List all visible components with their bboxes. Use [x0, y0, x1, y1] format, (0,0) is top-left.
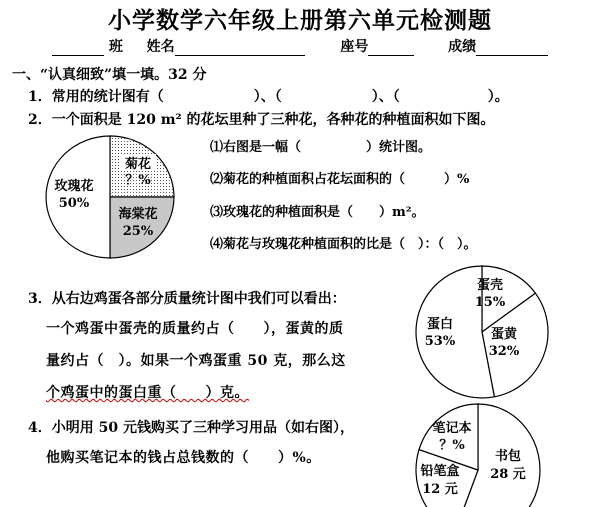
label-rose-name: 玫瑰花 — [54, 179, 94, 194]
student-info-line — [52, 36, 548, 56]
label-chrysanthemum-name: 菊花 — [124, 157, 152, 172]
question-4 — [28, 417, 354, 437]
q1-number: 1． — [28, 89, 52, 105]
q4-line-2: 他购买笔记本的钱占总钱数的（ ）%。 — [46, 450, 321, 466]
label-schoolbag-value: 28 元 — [490, 467, 526, 482]
supplies-pie-chart — [402, 398, 562, 507]
label-shell-name: 蛋壳 — [476, 278, 504, 293]
label-pencil-case-name: 铅笔盒 — [420, 464, 460, 479]
q4-text: 小明用 50 元钱购买了三种学习用品（如右图）， — [51, 420, 354, 436]
score-label: 成绩 — [448, 39, 477, 55]
seat-label: 座号 — [340, 39, 369, 55]
q1-end: ）。 — [487, 89, 509, 105]
question-1 — [28, 86, 509, 106]
q3-line-3-text: 个鸡蛋中的蛋白重（ ）克。 — [46, 385, 249, 401]
q3-text: 从右边鸡蛋各部分质量统计图中我们可以看出： — [51, 291, 346, 307]
q3-line-3 — [46, 382, 249, 402]
question-2 — [28, 109, 495, 129]
q3-line-1: 一个鸡蛋中蛋壳的质量约占（ ），蛋黄的质 — [46, 321, 344, 337]
class-blank[interactable] — [52, 41, 104, 56]
score-blank[interactable] — [476, 41, 548, 56]
label-pencil-case-value: 12 元 — [422, 482, 458, 497]
q1-text: 常用的统计图有（ — [51, 89, 164, 105]
q3-number: 3． — [28, 291, 52, 307]
label-yolk-value: 32% — [488, 344, 520, 359]
q1-sep-1: ）、（ — [253, 89, 282, 105]
question-3 — [28, 288, 346, 308]
label-begonia-name: 海棠花 — [118, 207, 158, 222]
name-blank[interactable] — [175, 41, 305, 56]
flower-pie-chart — [40, 132, 180, 262]
label-begonia-value: 25% — [122, 224, 154, 239]
label-notebook-value: ？% — [439, 438, 465, 453]
q2-sub-2: ⑵菊花的种植面积占花坛面积的（ ）% — [210, 172, 470, 187]
label-schoolbag-name: 书包 — [494, 449, 522, 464]
q2-sub-3: ⑶玫瑰花的种植面积是（ ）m²。 — [210, 205, 425, 220]
q1-sep-2: ）、（ — [371, 89, 400, 105]
q2-sub-4: ⑷菊花与玫瑰花种植面积的比是（ ）：（ ）。 — [210, 237, 477, 252]
label-notebook-name: 笔记本 — [432, 421, 472, 436]
q2-sub-1: ⑴右图是一幅（ ）统计图。 — [210, 140, 432, 155]
class-label: 班 — [108, 39, 123, 55]
name-label: 姓名 — [146, 39, 175, 55]
q2-number: 2． — [28, 112, 52, 128]
q4-number: 4． — [28, 420, 52, 436]
label-yolk-name: 蛋黄 — [490, 327, 518, 342]
label-white-name: 蛋白 — [426, 317, 454, 332]
seat-blank[interactable] — [368, 41, 414, 56]
label-chrysanthemum-value: ？% — [125, 173, 151, 188]
q3-line-2: 量约占（ ）。如果一个鸡蛋重 50 克，那么这 — [46, 353, 346, 369]
label-rose-value: 50% — [58, 196, 90, 211]
label-shell-value: 15% — [474, 295, 506, 310]
page-title: 小学数学六年级上册第六单元检测题 — [108, 7, 492, 34]
egg-pie-chart — [402, 262, 562, 402]
q2-text: 一个面积是 120 m² 的花坛里种了三种花，各种花的种植面积如下图。 — [51, 112, 495, 128]
section-heading: 一、“认真细致”填一填。32 分 — [12, 67, 207, 83]
label-white-value: 53% — [424, 334, 456, 349]
